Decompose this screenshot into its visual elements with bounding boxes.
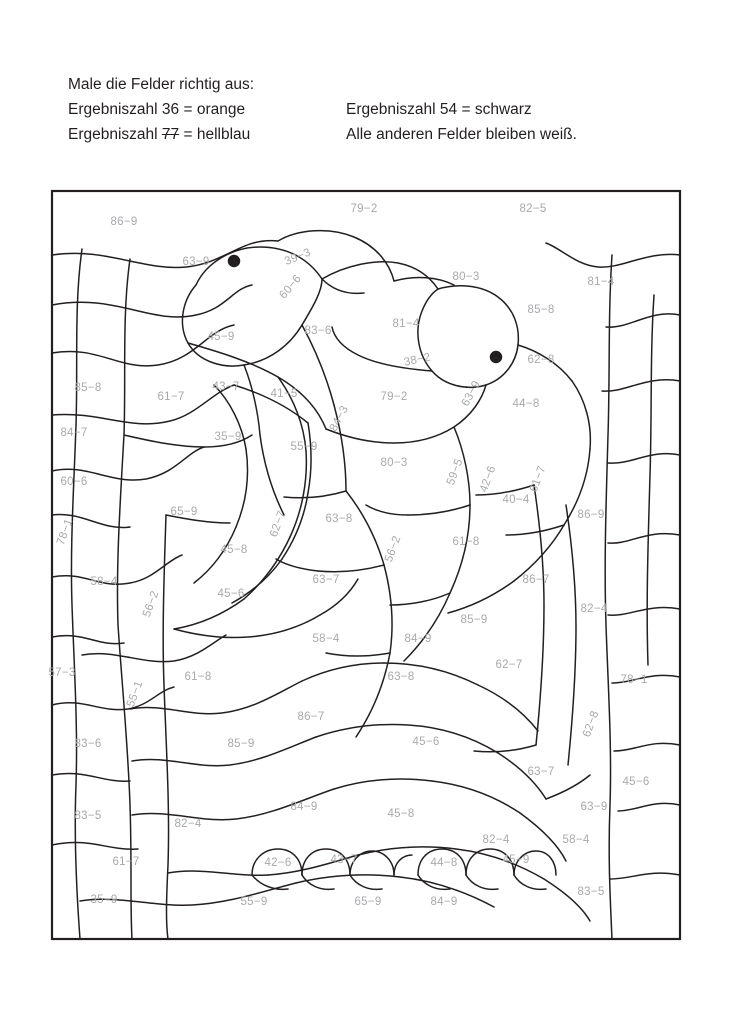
number-n6: 60−6 <box>277 272 305 302</box>
number-n78: 83−5 <box>577 886 605 898</box>
legend-lightblue-number: 77 <box>161 126 180 143</box>
number-n77: 84−9 <box>430 896 458 908</box>
number-n74: 35−9 <box>90 894 118 906</box>
number-n37: 45−8 <box>220 544 248 556</box>
number-n8: 81−4 <box>587 276 615 288</box>
legend-orange: Ergebniszahl 36 = orange <box>68 101 246 118</box>
number-n57: 83−6 <box>74 738 102 750</box>
number-n68: 58−4 <box>562 834 590 846</box>
number-n25: 55−9 <box>290 441 318 453</box>
legend-lightblue-suffix: = hellblau <box>183 126 251 143</box>
number-n7: 80−3 <box>452 271 480 283</box>
legend-lightblue-label: Ergebniszahl <box>68 126 158 143</box>
number-n4: 63−9 <box>182 256 210 268</box>
puzzle-frame <box>52 191 680 939</box>
number-n75: 55−9 <box>240 896 268 908</box>
number-n3: 82−5 <box>519 203 547 215</box>
number-n32: 65−9 <box>170 506 198 518</box>
number-n56: 62−8 <box>580 709 602 739</box>
number-n15: 85−8 <box>74 382 102 394</box>
number-n50: 61−8 <box>184 671 212 683</box>
eye-left-bird <box>229 256 240 267</box>
number-n55: 86−7 <box>297 711 325 723</box>
number-n66: 82−4 <box>174 818 202 830</box>
number-n27: 59−5 <box>444 457 466 487</box>
number-n71: 43−7 <box>330 854 358 866</box>
instructions-row-1 <box>68 97 668 122</box>
number-n10: 45−9 <box>207 331 235 343</box>
number-n51: 63−8 <box>387 671 415 683</box>
number-n46: 85−9 <box>460 614 488 626</box>
number-n14: 62−8 <box>527 354 555 366</box>
number-n67: 82−4 <box>482 834 510 846</box>
number-n5: 39−3 <box>283 246 313 268</box>
number-n54: 55−1 <box>124 679 146 709</box>
number-n63: 45−8 <box>387 808 415 820</box>
number-n53: 78−1 <box>620 674 648 686</box>
number-n40: 58−4 <box>90 576 118 588</box>
number-n69: 61−7 <box>112 856 140 868</box>
number-n30: 60−6 <box>60 476 88 488</box>
number-n33: 62−7 <box>267 509 289 539</box>
number-n29: 61−7 <box>527 464 549 494</box>
number-n76: 65−9 <box>354 896 382 908</box>
number-n9: 85−8 <box>527 304 555 316</box>
eye-right-bird <box>491 352 502 363</box>
number-n47: 58−4 <box>312 633 340 645</box>
number-n35: 86−9 <box>577 509 605 521</box>
number-n11: 83−6 <box>304 325 332 337</box>
number-n72: 44−8 <box>430 857 458 869</box>
number-n1: 86−9 <box>110 216 138 228</box>
puzzle-picture <box>46 185 686 945</box>
number-n26: 80−3 <box>380 457 408 469</box>
number-n24: 35−9 <box>214 431 242 443</box>
number-n22: 84−3 <box>327 403 352 434</box>
instructions-block <box>68 72 668 147</box>
legend-white: Alle anderen Felder bleiben weiß. <box>346 126 577 143</box>
number-n70: 42−6 <box>264 857 292 869</box>
number-n52: 62−7 <box>495 659 523 671</box>
number-n31: 40−4 <box>502 494 530 506</box>
number-n60: 63−7 <box>527 766 555 778</box>
number-n21: 44−8 <box>512 398 540 410</box>
number-n20: 63−9 <box>459 378 484 409</box>
number-n49: 57−3 <box>48 667 76 679</box>
instructions-title: Male die Felder richtig aus: <box>68 76 255 93</box>
number-n36: 78−1 <box>54 517 76 547</box>
legend-lightblue <box>68 122 346 147</box>
number-n45: 82−4 <box>580 603 608 615</box>
number-n43: 56−2 <box>140 589 162 619</box>
number-n18: 41−5 <box>270 388 298 400</box>
number-n38: 56−2 <box>382 534 404 564</box>
number-n58: 85−9 <box>227 738 255 750</box>
number-n16: 61−7 <box>157 391 185 403</box>
number-n28: 42−6 <box>477 464 499 494</box>
number-n34: 63−8 <box>325 513 353 525</box>
number-n64: 63−9 <box>580 801 608 813</box>
number-n41: 63−7 <box>312 574 340 586</box>
number-n59: 45−6 <box>412 736 440 748</box>
number-n17: 43−7 <box>212 381 240 393</box>
legend-black: Ergebniszahl 54 = schwarz <box>346 101 532 118</box>
number-n13: 38−2 <box>402 351 432 369</box>
number-n39: 61−8 <box>452 536 480 548</box>
number-n19: 79−2 <box>380 391 408 403</box>
number-n73: 45−9 <box>502 854 530 866</box>
number-n42: 86−7 <box>522 574 550 586</box>
number-n48: 84−9 <box>404 633 432 645</box>
number-n12: 81−4 <box>392 318 420 330</box>
instructions-row-2 <box>68 122 668 147</box>
number-n61: 45−6 <box>622 776 650 788</box>
number-n65: 83−5 <box>74 810 102 822</box>
number-n44: 45−6 <box>217 588 245 600</box>
number-n23: 84−7 <box>60 427 88 439</box>
number-n62: 84−9 <box>290 801 318 813</box>
number-n2: 79−2 <box>350 203 378 215</box>
